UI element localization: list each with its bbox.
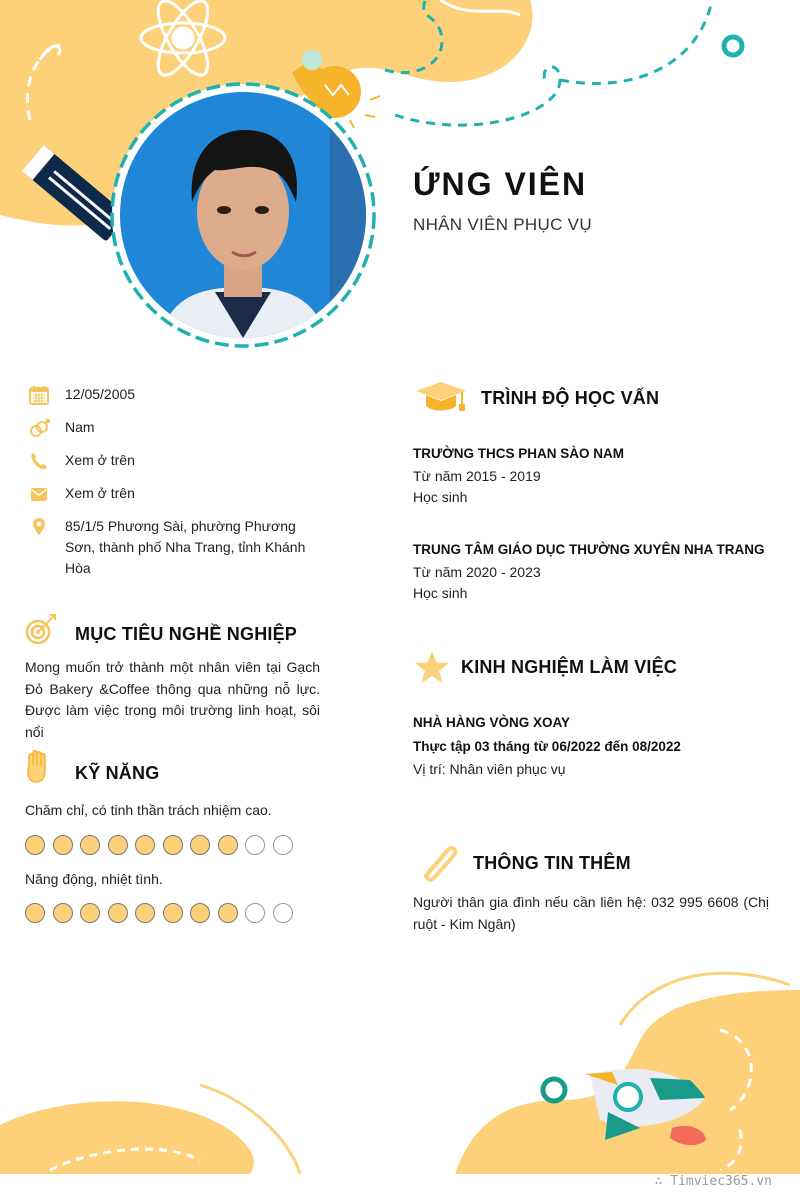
experience-position: Vị trí: Nhân viên phục vụ — [413, 761, 566, 777]
skill-1-rating — [25, 835, 293, 855]
education-1-school: TRƯỜNG THCS PHAN SÀO NAM — [413, 446, 624, 461]
rating-dot-filled — [190, 903, 210, 923]
extra-text: Người thân gia đình nếu cần liên hệ: 032 995 6608 (Chị ruột - Kim Ngân) — [413, 894, 769, 932]
skill-2-name: Năng động, nhiệt tình. — [25, 871, 163, 887]
skill-1-name: Chăm chỉ, có tinh thần trách nhiệm cao. — [25, 802, 272, 818]
rating-dot-filled — [53, 835, 73, 855]
rating-dot-filled — [135, 835, 155, 855]
education-2-period: Từ năm 2020 - 2023 — [413, 564, 541, 580]
candidate-position: NHÂN VIÊN PHỤC VỤ — [413, 215, 592, 234]
rating-dot-filled — [25, 835, 45, 855]
rating-dot-empty — [273, 903, 293, 923]
rating-dot-filled — [190, 835, 210, 855]
skill-2-rating — [25, 903, 293, 923]
rating-dot-filled — [25, 903, 45, 923]
location-icon — [28, 516, 50, 538]
email-icon — [28, 483, 50, 505]
birthday-value: 12/05/2005 — [65, 386, 136, 402]
experience-period: Thực tập 03 tháng từ 06/2022 đến 08/2022 — [413, 739, 681, 754]
rating-dot-filled — [218, 835, 238, 855]
education-title: TRÌNH ĐỘ HỌC VẤN — [481, 388, 660, 408]
gender-value: Nam — [65, 419, 95, 435]
experience-title: KINH NGHIỆM LÀM VIỆC — [461, 657, 678, 677]
objective-text: Mong muốn trở thành một nhân viên tại Gạch Đỏ Bakery &Coffee thông qua những nỗ lực. Được làm việc trong môi trường linh hoạt, sôi nổi — [25, 659, 320, 740]
experience-company: NHÀ HÀNG VÒNG XOAY — [413, 715, 571, 730]
rating-dot-empty — [245, 835, 265, 855]
education-1-period: Từ năm 2015 - 2019 — [413, 468, 541, 484]
graduation-cap-icon — [414, 380, 468, 414]
phone-icon — [28, 450, 50, 472]
rating-dot-filled — [163, 903, 183, 923]
profile-photo — [120, 92, 366, 338]
rating-dot-filled — [53, 903, 73, 923]
extra-title: THÔNG TIN THÊM — [473, 853, 631, 873]
watermark: ∴ Timviec365.vn — [654, 1174, 772, 1189]
skills-title: KỸ NĂNG — [75, 763, 160, 783]
hand-icon — [25, 750, 51, 784]
calendar-icon — [28, 384, 50, 406]
rating-dot-filled — [135, 903, 155, 923]
rating-dot-filled — [80, 835, 100, 855]
phone-value: Xem ở trên — [65, 452, 135, 468]
objective-title: MỤC TIÊU NGHỀ NGHIỆP — [75, 624, 298, 644]
star-icon — [414, 650, 450, 684]
rating-dot-filled — [163, 835, 183, 855]
education-2-school: TRUNG TÂM GIÁO DỤC THƯỜNG XUYÊN NHA TRANG — [413, 542, 765, 557]
rating-dot-empty — [245, 903, 265, 923]
gender-icon — [28, 417, 50, 439]
target-icon — [24, 612, 58, 646]
email-value: Xem ở trên — [65, 485, 135, 501]
rating-dot-empty — [273, 835, 293, 855]
candidate-name: ỨNG VIÊN — [413, 166, 588, 202]
rating-dot-filled — [108, 835, 128, 855]
rating-dot-filled — [80, 903, 100, 923]
rating-dot-filled — [108, 903, 128, 923]
education-2-role: Học sinh — [413, 585, 468, 601]
address-value: 85/1/5 Phương Sài, phường Phương Sơn, thành phố Nha Trang, tỉnh Khánh Hòa — [65, 518, 306, 576]
paperclip-icon — [416, 840, 460, 884]
education-1-role: Học sinh — [413, 489, 468, 505]
rating-dot-filled — [218, 903, 238, 923]
